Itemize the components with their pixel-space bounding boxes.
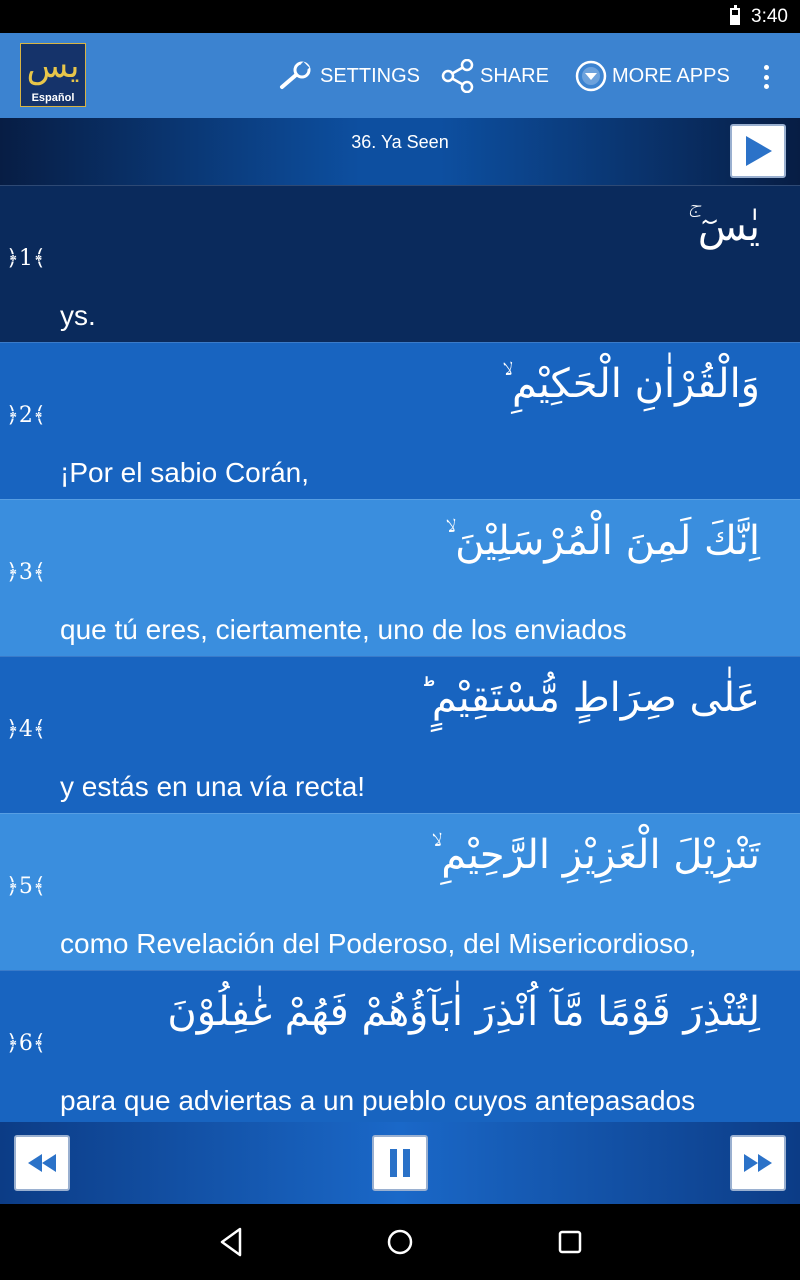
share-button[interactable] (440, 59, 549, 93)
fast-forward-button[interactable] (730, 1135, 786, 1191)
pause-button[interactable] (372, 1135, 428, 1191)
battery-icon (730, 8, 740, 25)
play-icon (741, 133, 775, 169)
verse-row[interactable] (0, 342, 800, 499)
share-icon (440, 59, 476, 93)
back-triangle-icon[interactable] (216, 1224, 246, 1260)
verse-translation: como Revelación del Poderoso, del Misericordioso, (60, 928, 697, 959)
verse-number: ﴿1﴾ (6, 246, 46, 271)
verse-number: ﴿6﴾ (6, 1031, 46, 1056)
verse-number: ﴿5﴾ (6, 874, 46, 899)
fast-forward-icon (741, 1152, 775, 1174)
more-apps-label: MORE APPS (612, 64, 730, 87)
verse-number: ﴿2﴾ (6, 403, 46, 428)
player-controls (0, 1122, 800, 1204)
share-label: SHARE (480, 64, 549, 87)
play-button[interactable] (730, 124, 786, 178)
settings-button[interactable] (278, 59, 420, 93)
settings-label: SETTINGS (320, 64, 421, 87)
verse-row[interactable] (0, 499, 800, 656)
verse-number: ﴿4﴾ (6, 717, 46, 742)
rewind-button[interactable] (14, 1135, 70, 1191)
pause-icon (387, 1147, 413, 1179)
surah-title-bar (0, 118, 800, 185)
more-apps-button[interactable] (574, 59, 730, 93)
clock: 3:40 (751, 6, 788, 27)
overflow-menu-icon[interactable] (764, 65, 770, 89)
verse-arabic-text: عَلٰى صِرَاطٍ مُّسْتَقِيْمٍ ؕ (419, 675, 760, 721)
verse-arabic-text: وَالْقُرْاٰنِ الْحَكِيْمِ ۙ (501, 361, 760, 407)
action-bar (0, 33, 800, 118)
logo-language: Español (31, 92, 75, 104)
verse-list[interactable] (0, 185, 800, 1122)
verse-number: ﴿3﴾ (6, 560, 46, 585)
verse-arabic-text: اِنَّكَ لَمِنَ الْمُرْسَلِيْنَ ۙ (445, 518, 760, 564)
home-circle-icon[interactable] (385, 1224, 415, 1260)
verse-translation: ys. (60, 300, 96, 331)
verse-row[interactable] (0, 656, 800, 813)
verse-arabic-text: تَنْزِيْلَ الْعَزِيْزِ الرَّحِيْمِ ۙ (431, 832, 760, 878)
app-logo[interactable] (20, 43, 86, 107)
verse-arabic-text: لِتُنْذِرَ قَوْمًا مَّآ اُنْذِرَ اٰبَآؤُهُمْ فَهُمْ غٰفِلُوْنَ (167, 989, 760, 1035)
verse-translation: ¡Por el sabio Corán, (60, 457, 310, 488)
dropdown-circle-icon (574, 59, 608, 93)
wrench-icon (278, 61, 316, 91)
verse-row[interactable] (0, 185, 800, 342)
system-nav-bar (0, 1204, 800, 1280)
verse-row[interactable] (0, 970, 800, 1122)
logo-glyph: يس (26, 46, 80, 86)
recents-square-icon[interactable] (555, 1224, 585, 1260)
verse-translation: para que adviertas a un pueblo cuyos antepasados (60, 1085, 696, 1116)
verse-row[interactable] (0, 813, 800, 970)
status-bar (0, 0, 800, 33)
rewind-icon (25, 1152, 59, 1174)
verse-translation: que tú eres, ciertamente, uno de los enviados (60, 614, 627, 645)
surah-title: 36. Ya Seen (351, 132, 449, 152)
verse-translation: y estás en una vía recta! (60, 771, 366, 802)
verse-arabic-text: يٰسٓ ۚ (687, 204, 760, 250)
